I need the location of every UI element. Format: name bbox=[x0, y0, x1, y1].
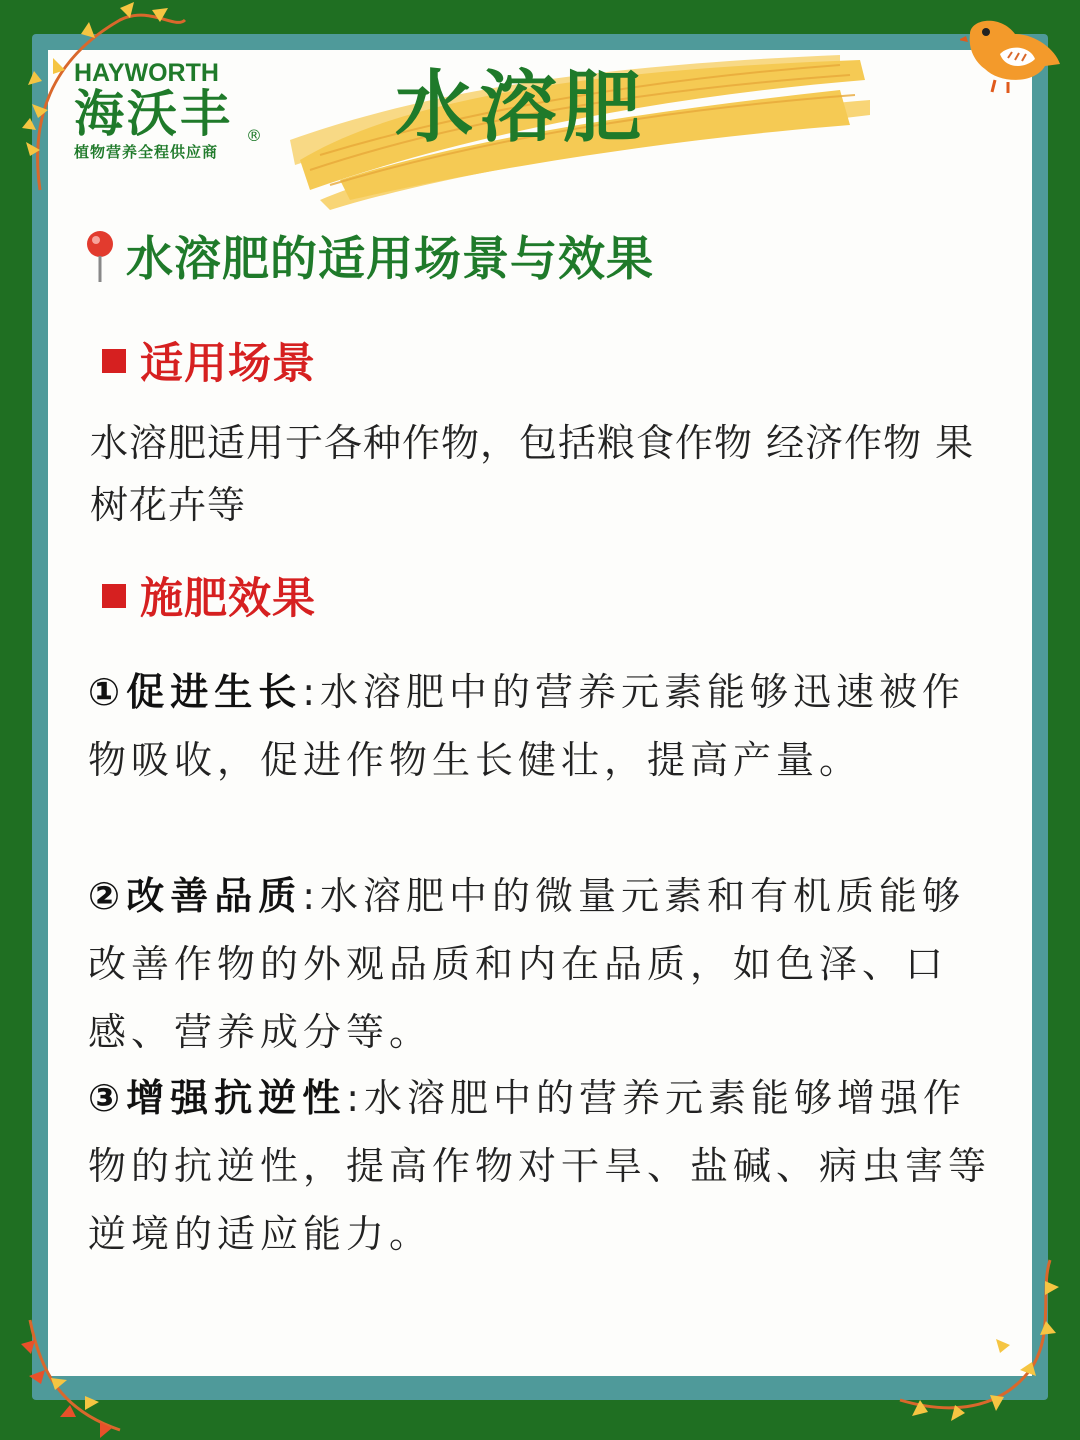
effect-label: 改善品质 bbox=[126, 874, 303, 918]
brand-tagline: 植物营养全程供应商 bbox=[74, 143, 219, 161]
effect-number: ② bbox=[88, 874, 127, 918]
brand-name-cn bbox=[74, 85, 274, 145]
effects-heading bbox=[102, 565, 316, 626]
scenario-heading bbox=[102, 330, 316, 391]
brand-logo bbox=[74, 60, 274, 162]
section-heading bbox=[82, 222, 654, 289]
effect-sep: : bbox=[302, 670, 321, 714]
effect-number: ① bbox=[88, 670, 127, 714]
effects-heading-text: 施肥效果 bbox=[140, 574, 316, 624]
effect-text: 水溶肥中的微量元素和有机质能够改善作物的外观品质和内在品质，如色泽、口感、营养成分等。 bbox=[88, 874, 966, 1054]
section-heading-text: 水溶肥的适用场景与效果 bbox=[126, 232, 654, 287]
effect-sep: : bbox=[302, 874, 321, 918]
page-title: 水溶肥 bbox=[395, 63, 648, 153]
effect-item-2 bbox=[88, 862, 998, 1066]
registered-mark: ® bbox=[246, 126, 265, 145]
brand-name-cn-text: 海沃丰 bbox=[74, 85, 233, 143]
scenario-heading-text: 适用场景 bbox=[140, 339, 316, 389]
effect-text: 水溶肥中的营养元素能够迅速被作物吸收，促进作物生长健壮，提高产量。 bbox=[88, 670, 966, 782]
effect-sep: : bbox=[346, 1076, 365, 1120]
pin-icon bbox=[82, 228, 118, 284]
bird-icon bbox=[960, 14, 1065, 94]
leaf-vine-icon bbox=[10, 1310, 140, 1440]
scenario-text: 水溶肥适用于各种作物，包括粮食作物 经济作物 果树花卉等 bbox=[90, 421, 975, 527]
square-bullet-icon bbox=[102, 349, 126, 373]
effect-item-3 bbox=[88, 1064, 998, 1268]
effect-label: 增强抗逆性 bbox=[126, 1076, 347, 1120]
effect-item-1 bbox=[88, 658, 998, 794]
effect-label: 促进生长 bbox=[126, 670, 303, 714]
leaf-vine-icon bbox=[890, 1250, 1080, 1440]
brand-name-en: HAYWORTH bbox=[74, 59, 219, 87]
effect-number: ③ bbox=[88, 1076, 127, 1120]
square-bullet-icon bbox=[102, 584, 126, 608]
effect-text: 水溶肥中的营养元素能够增强作物的抗逆性，提高作物对干旱、盐碱、病虫害等逆境的适应能力。 bbox=[88, 1076, 992, 1256]
